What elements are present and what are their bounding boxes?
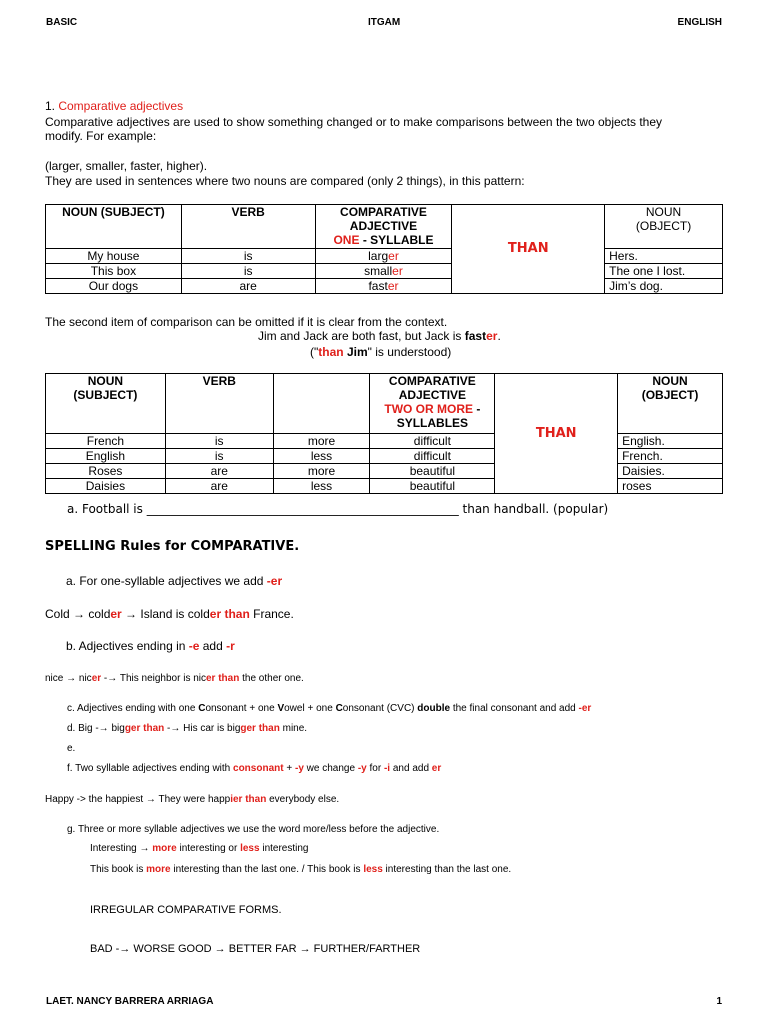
rule-f bbox=[67, 763, 441, 774]
table-row bbox=[46, 279, 723, 294]
omit-fast: fast bbox=[464, 329, 487, 343]
f-3: + bbox=[283, 763, 295, 774]
adj-ending: er bbox=[388, 249, 399, 263]
happy-2: ier than bbox=[230, 794, 267, 805]
rule-b-e: -e bbox=[188, 639, 200, 653]
spelling-title: SPELLING Rules for COMPARATIVE. bbox=[45, 539, 300, 554]
header-subject-line1: NOUN bbox=[87, 374, 124, 388]
cell-subject: This box bbox=[46, 264, 182, 279]
cell-verb: is bbox=[181, 264, 315, 279]
header-comparative bbox=[315, 205, 452, 249]
example-happy bbox=[45, 794, 339, 805]
header-comparative-line4: SYLLABLES bbox=[396, 416, 469, 430]
rule-a-suffix: -er bbox=[266, 574, 283, 588]
f-10: er bbox=[431, 763, 442, 774]
cold-4: er than bbox=[209, 607, 250, 621]
header-right: ENGLISH bbox=[677, 17, 722, 28]
f-4: -y bbox=[294, 763, 304, 774]
c-5: owel + one bbox=[284, 703, 336, 714]
nice-1: nice → nic bbox=[45, 673, 92, 684]
irregular-title: IRREGULAR COMPARATIVE FORMS. bbox=[90, 904, 282, 916]
c-3: onsonant + one bbox=[205, 703, 278, 714]
cell-modifier: less bbox=[273, 479, 370, 494]
cell-adjective bbox=[315, 279, 452, 294]
footer-author: LAET. NANCY BARRERA ARRIAGA bbox=[46, 996, 214, 1007]
header-comparative-rest: - bbox=[473, 402, 481, 416]
header-left: BASIC bbox=[46, 17, 78, 28]
header-object bbox=[605, 205, 723, 249]
d-4: ger than bbox=[240, 723, 280, 734]
c-6: C bbox=[335, 703, 343, 714]
cell-verb: is bbox=[165, 434, 273, 449]
rule-a-text: a. For one-syllable adjectives we add bbox=[66, 574, 267, 588]
section-number: 1. bbox=[45, 99, 59, 113]
rule-b-add: add bbox=[199, 639, 227, 653]
cell-adjective: difficult bbox=[370, 449, 495, 464]
nice-5: the other one. bbox=[239, 673, 304, 684]
header-comparative-red: TWO OR MORE bbox=[384, 402, 474, 416]
than-label: THAN bbox=[452, 205, 605, 294]
book-3: interesting than the last one. / This book is bbox=[170, 864, 364, 875]
rule-b-r: -r bbox=[226, 639, 235, 653]
header-verb: VERB bbox=[165, 374, 273, 434]
header-object bbox=[618, 374, 723, 434]
book-2: more bbox=[146, 864, 171, 875]
example-interesting bbox=[90, 843, 308, 854]
header-object-line2: (OBJECT) bbox=[641, 388, 699, 402]
examples-line: (larger, smaller, faster, higher). bbox=[45, 159, 208, 173]
cell-subject: Roses bbox=[46, 464, 166, 479]
cell-modifier: less bbox=[273, 449, 370, 464]
table-row bbox=[46, 434, 723, 449]
happy-3: everybody else. bbox=[266, 794, 340, 805]
omit-jim: Jim bbox=[343, 345, 368, 359]
book-1: This book is bbox=[90, 864, 147, 875]
cell-adjective: difficult bbox=[370, 434, 495, 449]
table-row bbox=[46, 479, 723, 494]
cell-object: The one I lost. bbox=[605, 264, 723, 279]
comparative-table-two-syllables bbox=[45, 373, 723, 494]
than-label: THAN bbox=[495, 374, 618, 494]
comparative-table-one-syllable bbox=[45, 204, 723, 294]
cold-3: → Island is cold bbox=[121, 607, 210, 621]
cell-modifier: more bbox=[273, 434, 370, 449]
cell-modifier: more bbox=[273, 464, 370, 479]
int-1: Interesting → bbox=[90, 843, 153, 854]
int-5: interesting bbox=[259, 843, 309, 854]
section-heading bbox=[45, 99, 183, 113]
nice-2: er bbox=[91, 673, 102, 684]
f-6: -y bbox=[357, 763, 367, 774]
header-subject-line2: (SUBJECT) bbox=[73, 388, 138, 402]
header-blank bbox=[273, 374, 370, 434]
omit-line-1: The second item of comparison can be omitted if it is clear from the context. bbox=[45, 315, 448, 329]
adj-ending: er bbox=[387, 279, 399, 293]
int-4: less bbox=[240, 843, 260, 854]
rule-b bbox=[66, 639, 235, 653]
omit-line-3 bbox=[310, 345, 451, 359]
c-4: V bbox=[277, 703, 285, 714]
cell-subject: My house bbox=[46, 249, 182, 264]
cell-subject: Daisies bbox=[46, 479, 166, 494]
cell-subject: Our dogs bbox=[46, 279, 182, 294]
d-3: -→ His car is big bbox=[164, 723, 241, 734]
adj-base: larg bbox=[368, 249, 389, 263]
cold-5: France. bbox=[249, 607, 294, 621]
cell-object: English. bbox=[618, 434, 723, 449]
f-8: -i bbox=[383, 763, 391, 774]
omit-understood: " is understood) bbox=[367, 345, 452, 359]
section-title: Comparative adjectives bbox=[58, 99, 184, 113]
cell-adjective: beautiful bbox=[370, 464, 495, 479]
header-verb: VERB bbox=[181, 205, 315, 249]
cell-subject: English bbox=[46, 449, 166, 464]
cold-2: er bbox=[110, 607, 122, 621]
cold-1: Cold → cold bbox=[45, 607, 111, 621]
c-8: double bbox=[417, 703, 451, 714]
omit-period: . bbox=[497, 329, 501, 343]
rule-d bbox=[67, 723, 307, 734]
cell-object: roses bbox=[618, 479, 723, 494]
cell-subject: French bbox=[46, 434, 166, 449]
c-9: the final consonant and add bbox=[450, 703, 579, 714]
rule-g: g. Three or more syllable adjectives we use the word more/less before the adjective. bbox=[67, 824, 440, 835]
header-object-line1: NOUN bbox=[652, 374, 688, 388]
header-subject bbox=[46, 374, 166, 434]
c-7: onsonant (CVC) bbox=[342, 703, 418, 714]
header-comparative bbox=[370, 374, 495, 434]
f-2: consonant bbox=[233, 763, 284, 774]
rule-e: e. bbox=[67, 743, 76, 754]
d-2: ger than bbox=[124, 723, 165, 734]
f-1: f. Two syllable adjectives ending with bbox=[67, 763, 234, 774]
cell-object: Jim’s dog. bbox=[605, 279, 723, 294]
omit-line-2 bbox=[258, 329, 501, 343]
cell-verb: are bbox=[165, 464, 273, 479]
example-nice bbox=[45, 673, 304, 684]
c-10: -er bbox=[578, 703, 592, 714]
book-4: less bbox=[363, 864, 383, 875]
table-row bbox=[46, 464, 723, 479]
pattern-line: They are used in sentences where two nouns are compared (only 2 things), in this pattern: bbox=[45, 174, 525, 188]
header-comparative-line2: ADJECTIVE bbox=[398, 388, 467, 402]
int-2: more bbox=[152, 843, 177, 854]
d-5: mine. bbox=[279, 723, 308, 734]
f-7: for bbox=[366, 763, 384, 774]
cell-adjective: beautiful bbox=[370, 479, 495, 494]
d-1: d. Big -→ big bbox=[67, 723, 125, 734]
header-center: ITGAM bbox=[368, 17, 401, 28]
omit-sentence: Jim and Jack are both fast, but Jack is bbox=[258, 329, 465, 343]
int-3: interesting or bbox=[176, 843, 241, 854]
adj-base: fast bbox=[368, 279, 388, 293]
cell-object: Hers. bbox=[605, 249, 723, 264]
header-comparative-line1: COMPARATIVE bbox=[388, 374, 476, 388]
table-row bbox=[46, 264, 723, 279]
omit-er: er bbox=[486, 329, 498, 343]
intro-line-2: modify. For example: bbox=[45, 129, 157, 143]
example-cold bbox=[45, 607, 294, 621]
cell-object: French. bbox=[618, 449, 723, 464]
c-1: c. Adjectives ending with one bbox=[67, 703, 199, 714]
cell-verb: is bbox=[181, 249, 315, 264]
rule-c bbox=[67, 703, 591, 714]
adj-base: small bbox=[364, 264, 393, 278]
header-comparative-rest: - SYLLABLE bbox=[359, 233, 434, 247]
nice-3: -→ This neighbor is nic bbox=[101, 673, 206, 684]
cell-verb: are bbox=[181, 279, 315, 294]
table-row bbox=[46, 449, 723, 464]
rule-b-text: b. Adjectives ending in bbox=[66, 639, 189, 653]
happy-1: Happy -> the happiest → They were happ bbox=[45, 794, 231, 805]
header-object-line1: NOUN bbox=[645, 205, 682, 219]
cell-verb: is bbox=[165, 449, 273, 464]
cell-object: Daisies. bbox=[618, 464, 723, 479]
cell-verb: are bbox=[165, 479, 273, 494]
header-comparative-line2: ADJECTIVE bbox=[349, 219, 418, 233]
omit-than: than bbox=[318, 345, 344, 359]
nice-4: er than bbox=[206, 673, 240, 684]
cell-adjective bbox=[315, 264, 452, 279]
rule-a bbox=[66, 574, 282, 588]
table-row bbox=[46, 249, 723, 264]
omit-quote-open: (" bbox=[310, 345, 319, 359]
example-book bbox=[90, 864, 511, 875]
f-9: and add bbox=[390, 763, 432, 774]
book-5: interesting than the last one. bbox=[382, 864, 512, 875]
header-subject: NOUN (SUBJECT) bbox=[46, 205, 182, 249]
c-2: C bbox=[198, 703, 206, 714]
irregular-forms: BAD -→ WORSE GOOD → BETTER FAR → FURTHER/FARTHER bbox=[90, 943, 421, 955]
intro-line-1: Comparative adjectives are used to show something changed or to make comparisons between the two objects they bbox=[45, 115, 663, 129]
exercise-line: a. Football is ____________________________________________________ than handball. (popular) bbox=[67, 502, 609, 516]
page-number: 1 bbox=[716, 996, 722, 1007]
f-5: we change bbox=[303, 763, 358, 774]
header-comparative-red: ONE bbox=[333, 233, 360, 247]
adj-ending: er bbox=[392, 264, 403, 278]
cell-adjective bbox=[315, 249, 452, 264]
header-object-line2: (OBJECT) bbox=[635, 219, 692, 233]
header-comparative-line1: COMPARATIVE bbox=[340, 205, 427, 219]
